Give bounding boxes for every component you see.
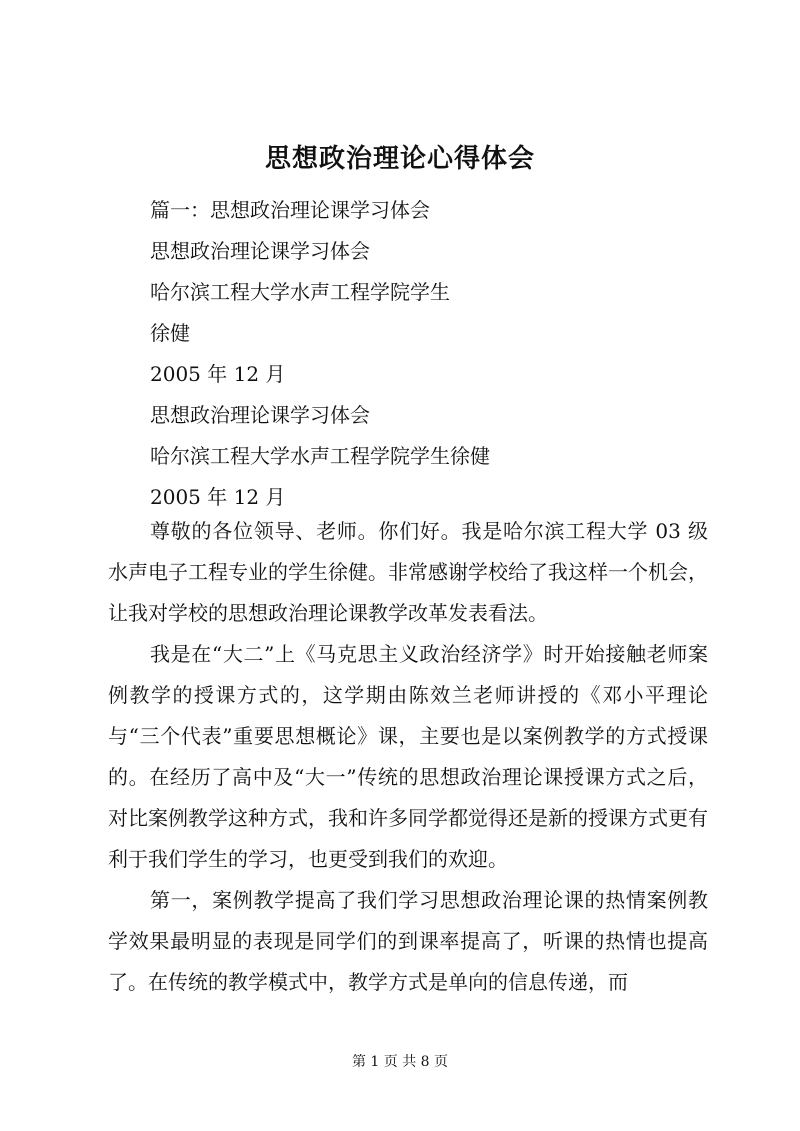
body-paragraph: 尊敬的各位领导、老师。你们好。我是哈尔滨工程大学 03 级水声电子工程专业的学生徐健。非常感谢学校给了我这样一个机会，让我对学校的思想政治理论课教学改革发表看法。 — [108, 519, 708, 625]
header-line: 思想政治理论课学习体会 — [150, 403, 370, 427]
header-line: 2005 年 12 月 — [150, 485, 286, 509]
header-line: 篇一：思想政治理论课学习体会 — [150, 198, 430, 222]
document-body — [108, 511, 708, 1003]
document-header-block — [150, 190, 710, 518]
header-line: 哈尔滨工程大学水声工程学院学生 — [150, 280, 450, 304]
header-line: 思想政治理论课学习体会 — [150, 239, 370, 263]
body-paragraph: 第一，案例教学提高了我们学习思想政治理论课的热情案例教学效果最明显的表现是同学们的到课率提高了，听课的热情也提高了。在传统的教学模式中，教学方式是单向的信息传递，而 — [108, 888, 708, 994]
document-title: 思想政治理论心得体会 — [264, 144, 535, 174]
page-footer: 第 1 页 共 8 页 — [351, 1054, 449, 1070]
header-line: 哈尔滨工程大学水声工程学院学生徐健 — [150, 444, 490, 468]
header-line: 徐健 — [150, 321, 190, 345]
body-paragraph: 我是在“大二”上《马克思主义政治经济学》时开始接触老师案例教学的授课方式的，这学期由陈效兰老师讲授的《邓小平理论与“三个代表”重要思想概论》课，主要也是以案例教学的方式授课的。在经历了高中及“大一”传统的思想政治理论课授课方式之后，对比案例教学这种方式，我和许多同学都觉得还是新的授课方式更有利于我们学生的学习，也更受到我们的欢迎。 — [108, 642, 708, 871]
header-line: 2005 年 12 月 — [150, 362, 286, 386]
